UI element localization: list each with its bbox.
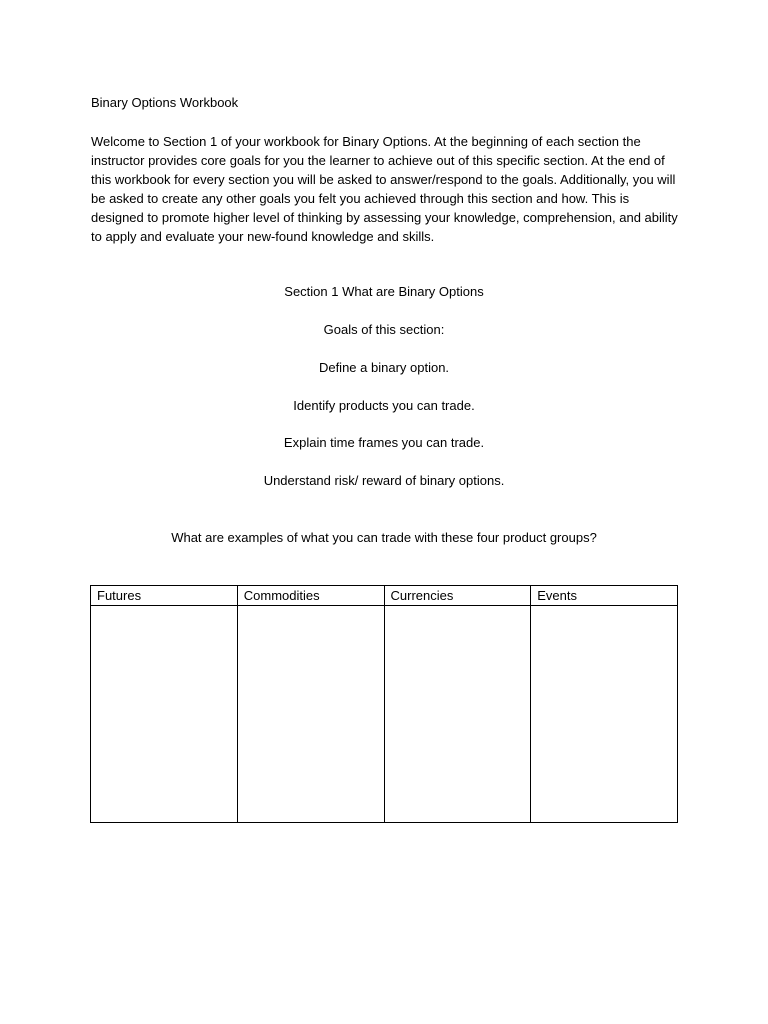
column-header-futures: Futures xyxy=(91,586,238,606)
goal-item: Understand risk/ reward of binary options. xyxy=(263,473,505,488)
product-groups-table xyxy=(90,585,678,823)
product-groups-question: What are examples of what you can trade with these four product groups? xyxy=(171,530,597,545)
answer-cell-events[interactable] xyxy=(531,606,678,823)
goal-item: Identify products you can trade. xyxy=(293,398,475,413)
section-heading: Section 1 What are Binary Options xyxy=(284,284,484,299)
column-header-currencies: Currencies xyxy=(384,586,531,606)
column-header-events: Events xyxy=(531,586,678,606)
document-title: Binary Options Workbook xyxy=(91,95,239,110)
answer-cell-currencies[interactable] xyxy=(384,606,531,823)
answer-cell-futures[interactable] xyxy=(91,606,238,823)
goals-heading: Goals of this section: xyxy=(323,322,445,337)
table-row xyxy=(91,606,678,823)
goal-item: Explain time frames you can trade. xyxy=(283,435,485,450)
goal-item: Define a binary option. xyxy=(318,360,450,375)
column-header-commodities: Commodities xyxy=(237,586,384,606)
answer-cell-commodities[interactable] xyxy=(237,606,384,823)
table-header-row xyxy=(91,586,678,606)
intro-paragraph: Welcome to Section 1 of your workbook for Binary Options. At the beginning of each section the instructor provides core goals for you the learner to achieve out of this specific section. At the end of this workbook for every section you will be asked to answer/respond to the goals. Additionally, you will be asked to create any other goals you felt you achieved through this section and how. This is designed to promote higher level of thinking by assessing your knowledge, comprehension, and ability to apply and evaluate your new-found knowledge and skills. xyxy=(91,134,678,244)
